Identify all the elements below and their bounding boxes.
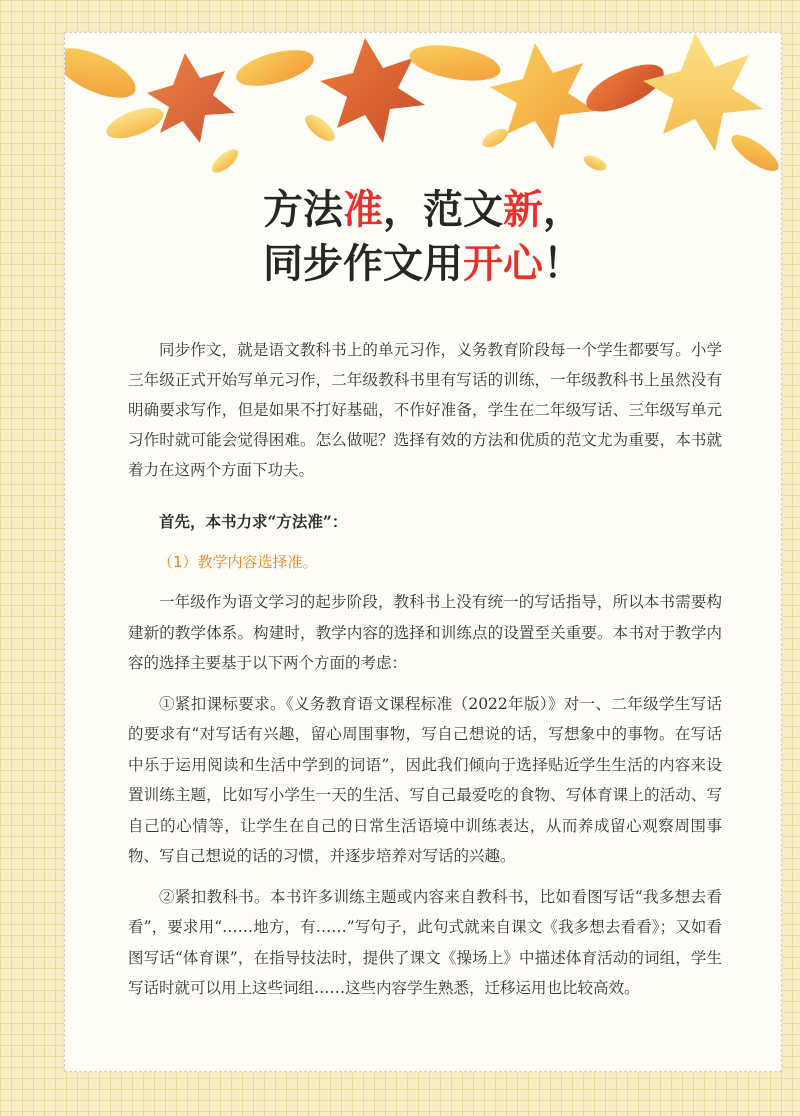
leaf-icon xyxy=(582,152,609,173)
leaf-icon xyxy=(232,43,317,93)
article-body xyxy=(128,335,722,1004)
title-line-1: 方法准，范文新， xyxy=(263,187,583,233)
maple-leaf-icon xyxy=(147,53,235,143)
intro-paragraph: 同步作文，就是语文教科书上的单元习作，义务教育阶段每一个学生都要写。小学三年级正式开始写单元习作，二年级教科书里有写话的训练，一年级教科书上虽然没有明确要求写作，但是如果不打好基础，不作好准备，学生在二年级写话、三年级写单元习作时就可能会觉得困难。怎么做呢？选择有效的方法和优质的范文尤为重要，本书就着力在这两个方面下功夫。 xyxy=(128,341,722,479)
title-line-2: 同步作文用开心！ xyxy=(263,241,583,287)
content-card xyxy=(64,32,782,1072)
leaf-icon xyxy=(103,101,168,144)
maple-leaf-icon xyxy=(320,38,425,143)
leaf-icon xyxy=(407,39,503,86)
leaf-icon xyxy=(208,145,242,176)
body-paragraph: ②紧扣教科书。本书许多训练主题或内容来自教科书，比如看图写话“我多想去看看”，要求用“……地方，有……”写句子，此句式就来自课文《我多想去看看》；又如看图写话“体育课”，在指导技法时，提供了课文《操场上》中描述体育活动的词组，学生写话时就可以用上这些词组……这些内容学生熟悉，迁移运用也比较高效。 xyxy=(128,887,722,997)
section-heading: 首先，本书力求“方法准”： xyxy=(159,512,348,531)
leaf-icon xyxy=(726,129,781,178)
maple-leaf-icon xyxy=(643,33,763,151)
leaf-icon xyxy=(65,38,142,108)
leaf-icon xyxy=(301,110,339,145)
subsection-heading: （1）教学内容选择准。 xyxy=(158,553,318,571)
leaf-icon xyxy=(479,125,510,151)
body-paragraph: ①紧扣课标要求。《义务教育语文课程标准（2022年版）》对一、二年级学生写话的要求有“对写话有兴趣，留心周围事物，写自己想说的话，写想象中的事物。在写话中乐于运用阅读和生活中学到的词语”，因此我们倾向于选择贴近学生生活的内容来设置训练主题，比如写小学生一天的生活、写自己最爱吃的食物、写体育课上的活动、写自己的心情等，让学生在自己的日常生活语境中训练表达，从而养成留心观察周围事物、写自己想说的话的习惯，并逐步培养对写话的兴趣。 xyxy=(128,694,722,865)
page-title xyxy=(65,183,781,291)
body-paragraph: 一年级作为语文学习的起步阶段，教科书上没有统一的写话指导，所以本书需要构建新的教学体系。构建时，教学内容的选择和训练点的设置至关重要。本书对于教学内容的选择主要基于以下两个方面的考虑： xyxy=(128,593,722,672)
autumn-leaves-decoration xyxy=(65,33,781,183)
